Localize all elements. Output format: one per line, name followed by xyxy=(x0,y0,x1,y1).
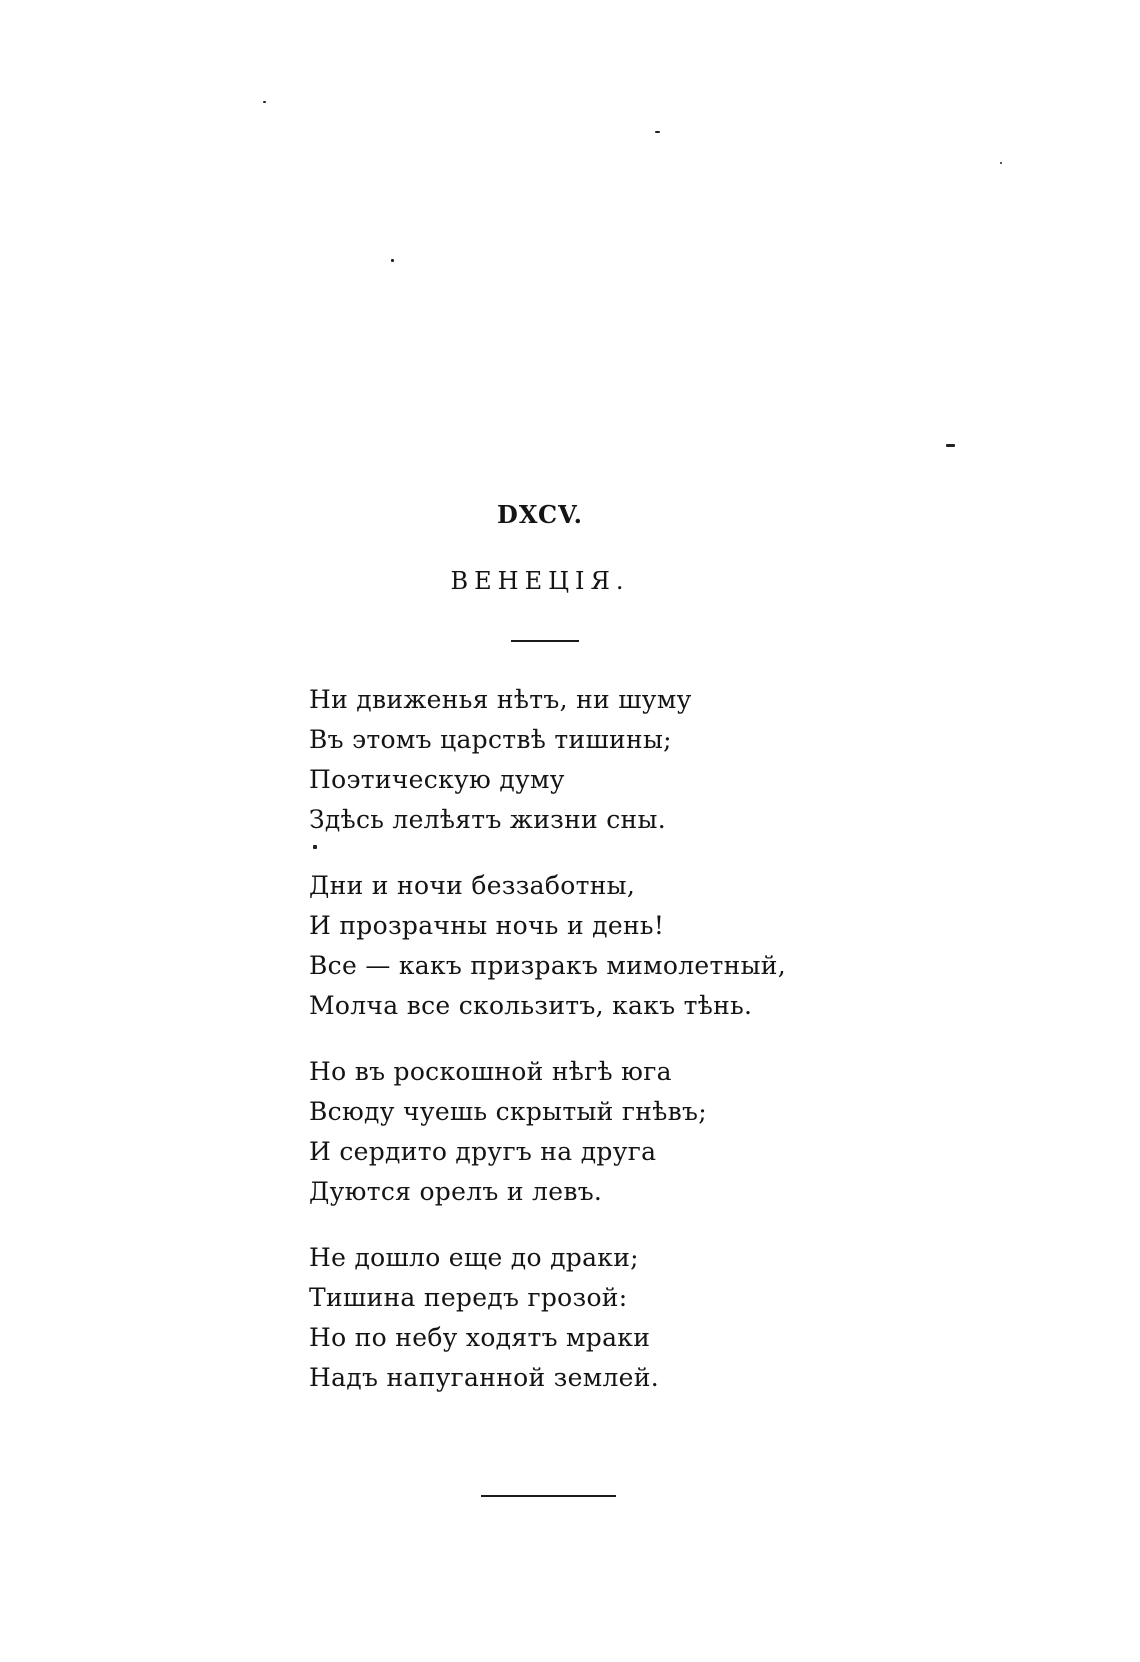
stanza xyxy=(309,1052,829,1212)
poem-line: И прозрачны ночь и день! xyxy=(309,911,665,940)
stanza xyxy=(309,1238,829,1398)
poem-line: Поэтическую думу xyxy=(309,765,565,794)
poem-line: Здѣсь лелѣятъ жизни сны. xyxy=(309,805,666,834)
poem-line: Ни движенья нѣтъ, ни шуму xyxy=(309,685,692,714)
poem-line: Всюду чуешь скрытый гнѣвъ; xyxy=(309,1097,707,1126)
poem-line: Не дошло еще до драки; xyxy=(309,1243,639,1272)
stanza xyxy=(309,866,829,1026)
poem-line: Но по небу ходятъ мраки xyxy=(309,1323,651,1352)
poem-line: Надъ напуганной землей. xyxy=(309,1363,659,1392)
poem-line: Молча все скользитъ, какъ тѣнь. xyxy=(309,991,753,1020)
title-rule xyxy=(511,640,579,642)
poem-title: ВЕНЕЦІЯ. xyxy=(450,567,630,595)
poem-line: Дуются орелъ и левъ. xyxy=(309,1177,603,1206)
poem-line: Въ этомъ царствѣ тишины; xyxy=(309,725,672,754)
scan-speck xyxy=(1000,162,1002,164)
poem-number: DXCV. xyxy=(497,500,583,529)
poem-line: Дни и ночи беззаботны, xyxy=(309,871,636,900)
scan-speck xyxy=(391,259,394,262)
scan-speck xyxy=(263,101,266,103)
poem-line: И сердито другъ на друга xyxy=(309,1137,657,1166)
poem-body xyxy=(309,680,829,1424)
scan-speck xyxy=(655,131,660,133)
poem-line: Но въ роскошной нѣгѣ юга xyxy=(309,1057,672,1086)
stanza xyxy=(309,680,829,840)
poem-line: Все — какъ призракъ мимолетный, xyxy=(309,951,786,980)
poem-line: Тишина передъ грозой: xyxy=(309,1283,628,1312)
scan-speck xyxy=(946,444,955,447)
end-rule xyxy=(481,1495,616,1497)
